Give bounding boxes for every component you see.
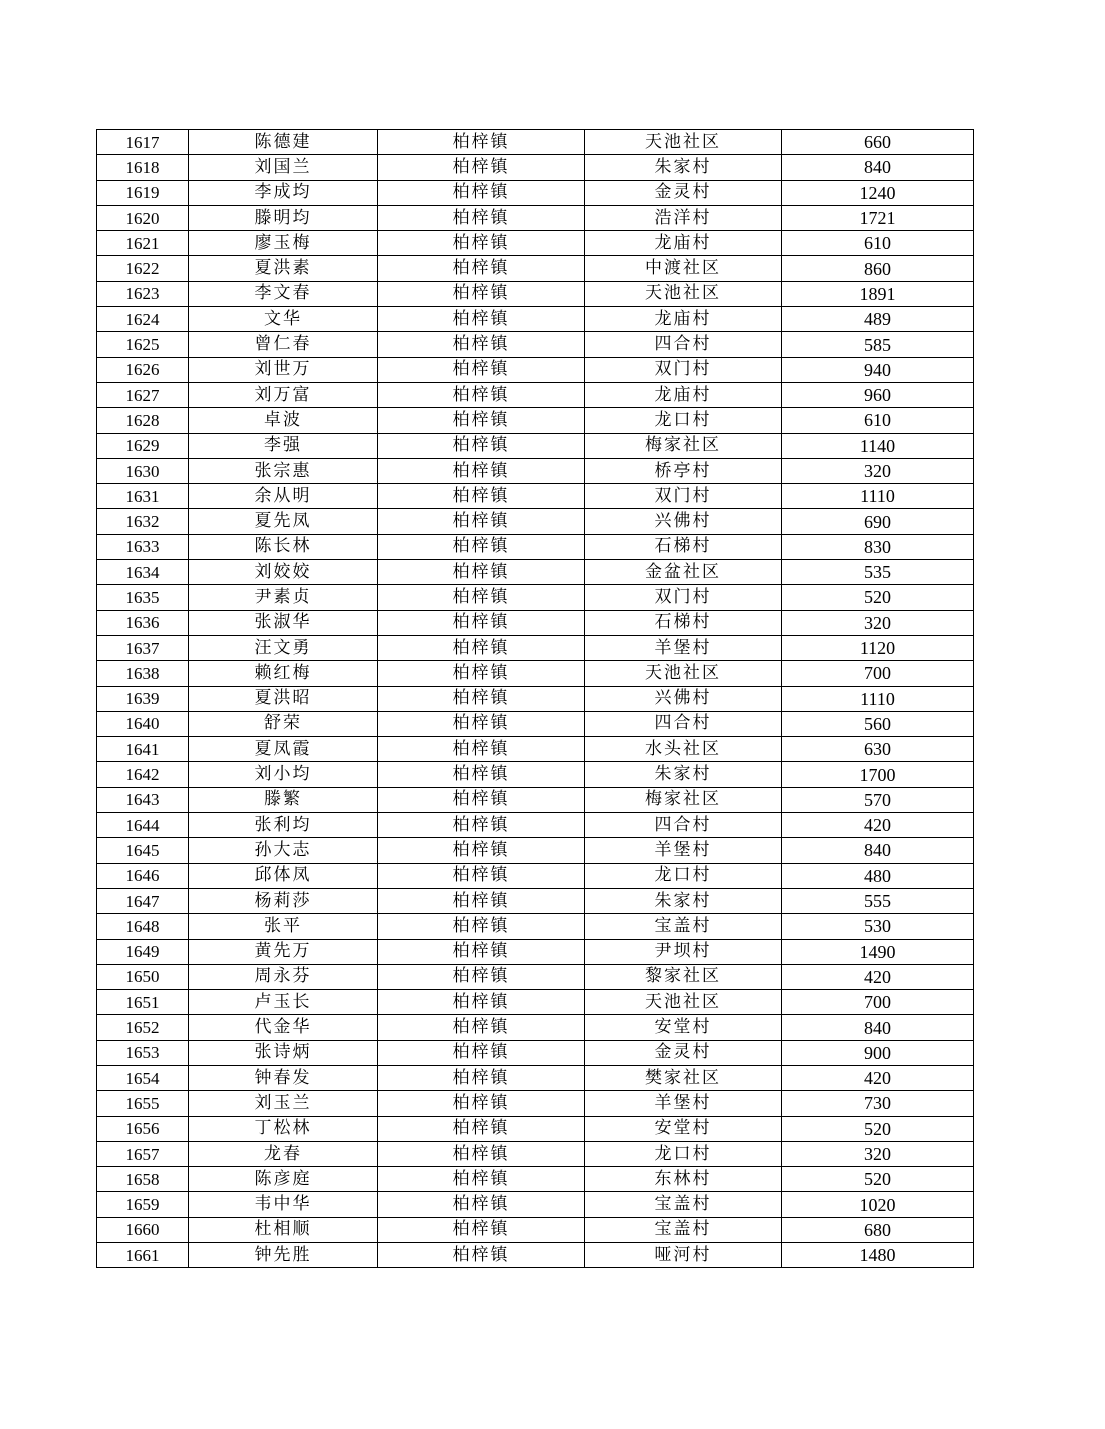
town-cell: 柏梓镇 <box>378 585 585 610</box>
town-cell: 柏梓镇 <box>378 307 585 332</box>
serial-number-cell: 1632 <box>97 509 189 534</box>
town-cell: 柏梓镇 <box>378 990 585 1015</box>
village-cell: 安堂村 <box>585 1015 782 1040</box>
serial-number-cell: 1660 <box>97 1217 189 1242</box>
village-cell: 龙口村 <box>585 863 782 888</box>
amount-cell: 840 <box>782 155 974 180</box>
village-cell: 兴佛村 <box>585 686 782 711</box>
amount-cell: 520 <box>782 1116 974 1141</box>
town-cell: 柏梓镇 <box>378 256 585 281</box>
table-row <box>97 610 974 635</box>
amount-cell: 840 <box>782 838 974 863</box>
serial-number-cell: 1648 <box>97 914 189 939</box>
serial-number-cell: 1637 <box>97 635 189 660</box>
amount-cell: 1721 <box>782 205 974 230</box>
name-cell: 钟春发 <box>189 1065 378 1090</box>
amount-cell: 420 <box>782 1065 974 1090</box>
table-row <box>97 1040 974 1065</box>
name-cell: 杨莉莎 <box>189 888 378 913</box>
village-cell: 天池社区 <box>585 661 782 686</box>
serial-number-cell: 1640 <box>97 711 189 736</box>
name-cell: 夏洪素 <box>189 256 378 281</box>
table-row <box>97 357 974 382</box>
serial-number-cell: 1623 <box>97 281 189 306</box>
name-cell: 邱体凤 <box>189 863 378 888</box>
town-cell: 柏梓镇 <box>378 661 585 686</box>
village-cell: 朱家村 <box>585 888 782 913</box>
amount-cell: 1110 <box>782 484 974 509</box>
town-cell: 柏梓镇 <box>378 509 585 534</box>
name-cell: 余从明 <box>189 484 378 509</box>
amount-cell: 1891 <box>782 281 974 306</box>
village-cell: 龙庙村 <box>585 382 782 407</box>
name-cell: 曾仁春 <box>189 332 378 357</box>
name-cell: 陈彦庭 <box>189 1167 378 1192</box>
town-cell: 柏梓镇 <box>378 1091 585 1116</box>
serial-number-cell: 1646 <box>97 863 189 888</box>
town-cell: 柏梓镇 <box>378 433 585 458</box>
name-cell: 刘万富 <box>189 382 378 407</box>
table-row <box>97 888 974 913</box>
village-cell: 兴佛村 <box>585 509 782 534</box>
table-row <box>97 813 974 838</box>
serial-number-cell: 1652 <box>97 1015 189 1040</box>
town-cell: 柏梓镇 <box>378 888 585 913</box>
village-cell: 羊堡村 <box>585 1091 782 1116</box>
village-cell: 龙庙村 <box>585 231 782 256</box>
village-cell: 四合村 <box>585 711 782 736</box>
name-cell: 滕繁 <box>189 787 378 812</box>
name-cell: 滕明均 <box>189 205 378 230</box>
village-cell: 金灵村 <box>585 1040 782 1065</box>
town-cell: 柏梓镇 <box>378 914 585 939</box>
table-row <box>97 534 974 559</box>
village-cell: 尹坝村 <box>585 939 782 964</box>
name-cell: 赖红梅 <box>189 661 378 686</box>
amount-cell: 730 <box>782 1091 974 1116</box>
amount-cell: 1120 <box>782 635 974 660</box>
table-row <box>97 863 974 888</box>
village-cell: 梅家社区 <box>585 433 782 458</box>
table-row <box>97 382 974 407</box>
village-cell: 天池社区 <box>585 990 782 1015</box>
serial-number-cell: 1659 <box>97 1192 189 1217</box>
name-cell: 夏洪昭 <box>189 686 378 711</box>
amount-cell: 320 <box>782 458 974 483</box>
amount-cell: 585 <box>782 332 974 357</box>
town-cell: 柏梓镇 <box>378 686 585 711</box>
serial-number-cell: 1626 <box>97 357 189 382</box>
village-cell: 龙口村 <box>585 408 782 433</box>
town-cell: 柏梓镇 <box>378 787 585 812</box>
table-row <box>97 939 974 964</box>
amount-cell: 489 <box>782 307 974 332</box>
name-cell: 张平 <box>189 914 378 939</box>
village-cell: 水头社区 <box>585 737 782 762</box>
amount-cell: 480 <box>782 863 974 888</box>
village-cell: 石梯村 <box>585 534 782 559</box>
table-row <box>97 585 974 610</box>
name-cell: 文华 <box>189 307 378 332</box>
serial-number-cell: 1651 <box>97 990 189 1015</box>
name-cell: 卢玉长 <box>189 990 378 1015</box>
village-cell: 黎家社区 <box>585 964 782 989</box>
town-cell: 柏梓镇 <box>378 711 585 736</box>
name-cell: 李强 <box>189 433 378 458</box>
village-cell: 龙口村 <box>585 1141 782 1166</box>
amount-cell: 900 <box>782 1040 974 1065</box>
village-cell: 樊家社区 <box>585 1065 782 1090</box>
town-cell: 柏梓镇 <box>378 281 585 306</box>
town-cell: 柏梓镇 <box>378 964 585 989</box>
table-row <box>97 838 974 863</box>
serial-number-cell: 1621 <box>97 231 189 256</box>
village-cell: 东林村 <box>585 1167 782 1192</box>
town-cell: 柏梓镇 <box>378 1116 585 1141</box>
table-row <box>97 307 974 332</box>
records-table-body <box>97 130 974 1268</box>
town-cell: 柏梓镇 <box>378 231 585 256</box>
serial-number-cell: 1620 <box>97 205 189 230</box>
village-cell: 天池社区 <box>585 281 782 306</box>
town-cell: 柏梓镇 <box>378 1065 585 1090</box>
name-cell: 陈长林 <box>189 534 378 559</box>
town-cell: 柏梓镇 <box>378 560 585 585</box>
serial-number-cell: 1619 <box>97 180 189 205</box>
village-cell: 金盆社区 <box>585 560 782 585</box>
serial-number-cell: 1658 <box>97 1167 189 1192</box>
amount-cell: 1480 <box>782 1243 974 1268</box>
amount-cell: 860 <box>782 256 974 281</box>
village-cell: 哑河村 <box>585 1243 782 1268</box>
amount-cell: 1110 <box>782 686 974 711</box>
table-row <box>97 686 974 711</box>
town-cell: 柏梓镇 <box>378 1015 585 1040</box>
village-cell: 朱家村 <box>585 155 782 180</box>
village-cell: 梅家社区 <box>585 787 782 812</box>
table-row <box>97 1065 974 1090</box>
village-cell: 中渡社区 <box>585 256 782 281</box>
serial-number-cell: 1624 <box>97 307 189 332</box>
name-cell: 卓波 <box>189 408 378 433</box>
table-row <box>97 635 974 660</box>
table-row <box>97 281 974 306</box>
name-cell: 孙大志 <box>189 838 378 863</box>
table-row <box>97 1217 974 1242</box>
name-cell: 黄先万 <box>189 939 378 964</box>
village-cell: 金灵村 <box>585 180 782 205</box>
table-row <box>97 661 974 686</box>
village-cell: 四合村 <box>585 332 782 357</box>
name-cell: 夏先凤 <box>189 509 378 534</box>
table-row <box>97 256 974 281</box>
amount-cell: 520 <box>782 585 974 610</box>
name-cell: 刘国兰 <box>189 155 378 180</box>
serial-number-cell: 1645 <box>97 838 189 863</box>
town-cell: 柏梓镇 <box>378 534 585 559</box>
serial-number-cell: 1647 <box>97 888 189 913</box>
amount-cell: 1490 <box>782 939 974 964</box>
amount-cell: 1020 <box>782 1192 974 1217</box>
amount-cell: 690 <box>782 509 974 534</box>
name-cell: 李文春 <box>189 281 378 306</box>
name-cell: 张宗惠 <box>189 458 378 483</box>
village-cell: 四合村 <box>585 813 782 838</box>
town-cell: 柏梓镇 <box>378 635 585 660</box>
town-cell: 柏梓镇 <box>378 155 585 180</box>
name-cell: 张诗炳 <box>189 1040 378 1065</box>
village-cell: 宝盖村 <box>585 914 782 939</box>
village-cell: 安堂村 <box>585 1116 782 1141</box>
serial-number-cell: 1631 <box>97 484 189 509</box>
table-row <box>97 787 974 812</box>
name-cell: 刘玉兰 <box>189 1091 378 1116</box>
village-cell: 双门村 <box>585 484 782 509</box>
serial-number-cell: 1638 <box>97 661 189 686</box>
serial-number-cell: 1636 <box>97 610 189 635</box>
serial-number-cell: 1657 <box>97 1141 189 1166</box>
serial-number-cell: 1642 <box>97 762 189 787</box>
village-cell: 浩洋村 <box>585 205 782 230</box>
town-cell: 柏梓镇 <box>378 610 585 635</box>
serial-number-cell: 1661 <box>97 1243 189 1268</box>
serial-number-cell: 1656 <box>97 1116 189 1141</box>
table-row <box>97 1091 974 1116</box>
town-cell: 柏梓镇 <box>378 458 585 483</box>
amount-cell: 530 <box>782 914 974 939</box>
amount-cell: 420 <box>782 964 974 989</box>
village-cell: 朱家村 <box>585 762 782 787</box>
table-row <box>97 914 974 939</box>
serial-number-cell: 1641 <box>97 737 189 762</box>
name-cell: 汪文勇 <box>189 635 378 660</box>
serial-number-cell: 1654 <box>97 1065 189 1090</box>
town-cell: 柏梓镇 <box>378 737 585 762</box>
town-cell: 柏梓镇 <box>378 408 585 433</box>
amount-cell: 520 <box>782 1167 974 1192</box>
name-cell: 钟先胜 <box>189 1243 378 1268</box>
village-cell: 宝盖村 <box>585 1192 782 1217</box>
amount-cell: 840 <box>782 1015 974 1040</box>
table-row <box>97 560 974 585</box>
serial-number-cell: 1633 <box>97 534 189 559</box>
table-row <box>97 1116 974 1141</box>
serial-number-cell: 1643 <box>97 787 189 812</box>
name-cell: 张利均 <box>189 813 378 838</box>
town-cell: 柏梓镇 <box>378 1040 585 1065</box>
town-cell: 柏梓镇 <box>378 813 585 838</box>
table-row <box>97 1015 974 1040</box>
amount-cell: 700 <box>782 990 974 1015</box>
table-row <box>97 180 974 205</box>
serial-number-cell: 1634 <box>97 560 189 585</box>
name-cell: 刘世万 <box>189 357 378 382</box>
amount-cell: 320 <box>782 1141 974 1166</box>
name-cell: 刘小均 <box>189 762 378 787</box>
village-cell: 羊堡村 <box>585 838 782 863</box>
amount-cell: 1140 <box>782 433 974 458</box>
table-row <box>97 484 974 509</box>
table-row <box>97 458 974 483</box>
village-cell: 桥亭村 <box>585 458 782 483</box>
town-cell: 柏梓镇 <box>378 1217 585 1242</box>
amount-cell: 535 <box>782 560 974 585</box>
town-cell: 柏梓镇 <box>378 1192 585 1217</box>
serial-number-cell: 1622 <box>97 256 189 281</box>
town-cell: 柏梓镇 <box>378 130 585 155</box>
serial-number-cell: 1627 <box>97 382 189 407</box>
table-row <box>97 711 974 736</box>
amount-cell: 940 <box>782 357 974 382</box>
village-cell: 双门村 <box>585 357 782 382</box>
name-cell: 张淑华 <box>189 610 378 635</box>
town-cell: 柏梓镇 <box>378 382 585 407</box>
serial-number-cell: 1617 <box>97 130 189 155</box>
amount-cell: 680 <box>782 1217 974 1242</box>
table-row <box>97 1243 974 1268</box>
records-table <box>96 129 974 1268</box>
table-row <box>97 964 974 989</box>
name-cell: 韦中华 <box>189 1192 378 1217</box>
serial-number-cell: 1655 <box>97 1091 189 1116</box>
serial-number-cell: 1639 <box>97 686 189 711</box>
table-row <box>97 990 974 1015</box>
serial-number-cell: 1635 <box>97 585 189 610</box>
amount-cell: 660 <box>782 130 974 155</box>
amount-cell: 610 <box>782 408 974 433</box>
village-cell: 龙庙村 <box>585 307 782 332</box>
serial-number-cell: 1618 <box>97 155 189 180</box>
town-cell: 柏梓镇 <box>378 838 585 863</box>
town-cell: 柏梓镇 <box>378 939 585 964</box>
table-row <box>97 1141 974 1166</box>
name-cell: 陈德建 <box>189 130 378 155</box>
table-row <box>97 155 974 180</box>
town-cell: 柏梓镇 <box>378 332 585 357</box>
name-cell: 杜相顺 <box>189 1217 378 1242</box>
village-cell: 宝盖村 <box>585 1217 782 1242</box>
village-cell: 天池社区 <box>585 130 782 155</box>
village-cell: 双门村 <box>585 585 782 610</box>
amount-cell: 320 <box>782 610 974 635</box>
town-cell: 柏梓镇 <box>378 205 585 230</box>
table-row <box>97 205 974 230</box>
village-cell: 石梯村 <box>585 610 782 635</box>
name-cell: 廖玉梅 <box>189 231 378 256</box>
name-cell: 尹素贞 <box>189 585 378 610</box>
serial-number-cell: 1625 <box>97 332 189 357</box>
table-row <box>97 1167 974 1192</box>
amount-cell: 560 <box>782 711 974 736</box>
name-cell: 夏凤霞 <box>189 737 378 762</box>
serial-number-cell: 1653 <box>97 1040 189 1065</box>
serial-number-cell: 1629 <box>97 433 189 458</box>
town-cell: 柏梓镇 <box>378 484 585 509</box>
table-row <box>97 509 974 534</box>
table-row <box>97 762 974 787</box>
serial-number-cell: 1649 <box>97 939 189 964</box>
table-row <box>97 408 974 433</box>
amount-cell: 570 <box>782 787 974 812</box>
amount-cell: 555 <box>782 888 974 913</box>
serial-number-cell: 1628 <box>97 408 189 433</box>
serial-number-cell: 1630 <box>97 458 189 483</box>
amount-cell: 610 <box>782 231 974 256</box>
amount-cell: 700 <box>782 661 974 686</box>
amount-cell: 630 <box>782 737 974 762</box>
amount-cell: 830 <box>782 534 974 559</box>
table-row <box>97 332 974 357</box>
table-row <box>97 433 974 458</box>
town-cell: 柏梓镇 <box>378 863 585 888</box>
town-cell: 柏梓镇 <box>378 180 585 205</box>
town-cell: 柏梓镇 <box>378 1167 585 1192</box>
table-row <box>97 231 974 256</box>
name-cell: 舒荣 <box>189 711 378 736</box>
table-row <box>97 737 974 762</box>
amount-cell: 960 <box>782 382 974 407</box>
table-row <box>97 1192 974 1217</box>
name-cell: 刘姣姣 <box>189 560 378 585</box>
amount-cell: 1700 <box>782 762 974 787</box>
town-cell: 柏梓镇 <box>378 762 585 787</box>
village-cell: 羊堡村 <box>585 635 782 660</box>
table-row <box>97 130 974 155</box>
name-cell: 代金华 <box>189 1015 378 1040</box>
town-cell: 柏梓镇 <box>378 1141 585 1166</box>
name-cell: 周永芬 <box>189 964 378 989</box>
name-cell: 龙春 <box>189 1141 378 1166</box>
name-cell: 丁松林 <box>189 1116 378 1141</box>
name-cell: 李成均 <box>189 180 378 205</box>
amount-cell: 1240 <box>782 180 974 205</box>
amount-cell: 420 <box>782 813 974 838</box>
town-cell: 柏梓镇 <box>378 1243 585 1268</box>
serial-number-cell: 1644 <box>97 813 189 838</box>
serial-number-cell: 1650 <box>97 964 189 989</box>
town-cell: 柏梓镇 <box>378 357 585 382</box>
